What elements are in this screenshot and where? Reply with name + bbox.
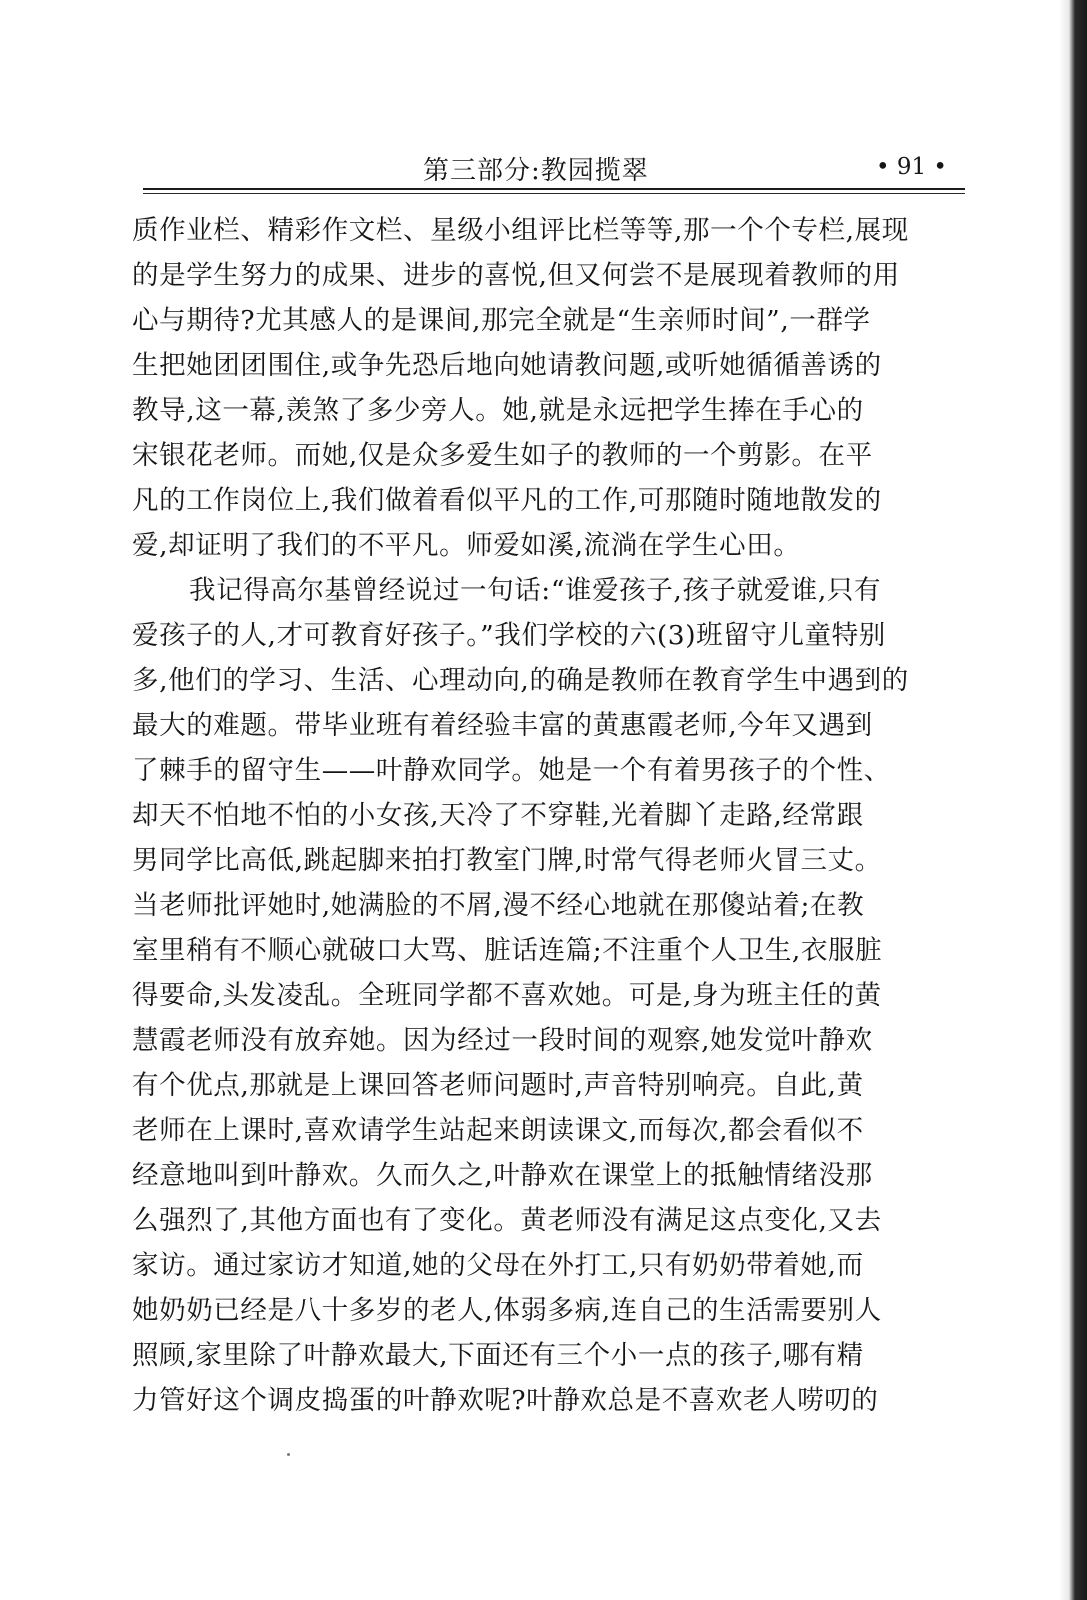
- text-line: 的是学生努力的成果、进步的喜悦,但又何尝不是展现着教师的用: [132, 260, 900, 291]
- page-number: • 91 •: [875, 154, 947, 180]
- text-line: 力管好这个调皮捣蛋的叶静欢呢?叶静欢总是不喜欢老人唠叨的: [132, 1385, 879, 1416]
- header-rule: [143, 188, 965, 190]
- text-line: 她奶奶已经是八十多岁的老人,体弱多病,连自己的生活需要别人: [132, 1295, 882, 1326]
- text-line: 经意地叫到叶静欢。久而久之,叶静欢在课堂上的抵触情绪没那: [132, 1160, 873, 1191]
- section-title: 第三部分:教园揽翠: [423, 156, 649, 186]
- text-line: 老师在上课时,喜欢请学生站起来朗读课文,而每次,都会看似不: [132, 1115, 864, 1146]
- text-line: 质作业栏、精彩作文栏、星级小组评比栏等等,那一个个专栏,展现: [132, 215, 909, 246]
- running-header: [143, 150, 965, 190]
- text-line: 凡的工作岗位上,我们做着看似平凡的工作,可那随时随地散发的: [132, 485, 882, 516]
- text-line: 爱,却证明了我们的不平凡。师爱如溪,流淌在学生心田。: [132, 530, 801, 561]
- paragraph-start-line: 我记得高尔基曾经说过一句话:“谁爱孩子,孩子就爱谁,只有: [189, 575, 882, 606]
- text-line: 多,他们的学习、生活、心理动向,的确是教师在教育学生中遇到的: [132, 665, 909, 696]
- text-line: 当老师批评她时,她满脸的不屑,漫不经心地就在那傻站着;在教: [132, 890, 865, 921]
- text-line: 男同学比高低,跳起脚来拍打教室门牌,时常气得老师火冒三丈。: [132, 845, 882, 876]
- text-line: 爱孩子的人,才可教育好孩子。”我们学校的六(3)班留守儿童特别: [132, 620, 886, 651]
- text-line: 最大的难题。带毕业班有着经验丰富的黄惠霞老师,今年又遇到: [132, 710, 873, 741]
- text-line: 得要命,头发凌乱。全班同学都不喜欢她。可是,身为班主任的黄: [132, 980, 882, 1011]
- text-line: 室里稍有不顺心就破口大骂、脏话连篇;不注重个人卫生,衣服脏: [132, 935, 883, 966]
- text-line: 宋银花老师。而她,仅是众多爱生如子的教师的一个剪影。在平: [132, 440, 873, 471]
- body-text: [132, 208, 962, 1423]
- text-line: 有个优点,那就是上课回答老师问题时,声音特别响亮。自此,黄: [132, 1070, 864, 1101]
- text-line: 却天不怕地不怕的小女孩,天冷了不穿鞋,光着脚丫走路,经常跟: [132, 800, 864, 831]
- scan-speck: [287, 1453, 290, 1456]
- scan-edge: [1059, 0, 1087, 1600]
- text-line: 生把她团团围住,或争先恐后地向她请教问题,或听她循循善诱的: [132, 350, 882, 381]
- text-line: 么强烈了,其他方面也有了变化。黄老师没有满足这点变化,又去: [132, 1205, 882, 1236]
- text-line: 了棘手的留守生——叶静欢同学。她是一个有着男孩子的个性、: [132, 755, 891, 786]
- text-line: 心与期待?尤其感人的是课间,那完全就是“生亲师时间”,一群学: [132, 305, 871, 336]
- text-line: 慧霞老师没有放弃她。因为经过一段时间的观察,她发觉叶静欢: [132, 1025, 873, 1056]
- text-line: 家访。通过家访才知道,她的父母在外打工,只有奶奶带着她,而: [132, 1250, 864, 1281]
- text-line: 教导,这一幕,羡煞了多少旁人。她,就是永远把学生捧在手心的: [132, 395, 864, 426]
- text-line: 照顾,家里除了叶静欢最大,下面还有三个小一点的孩子,哪有精: [132, 1340, 864, 1371]
- header-rule-thin: [143, 193, 965, 194]
